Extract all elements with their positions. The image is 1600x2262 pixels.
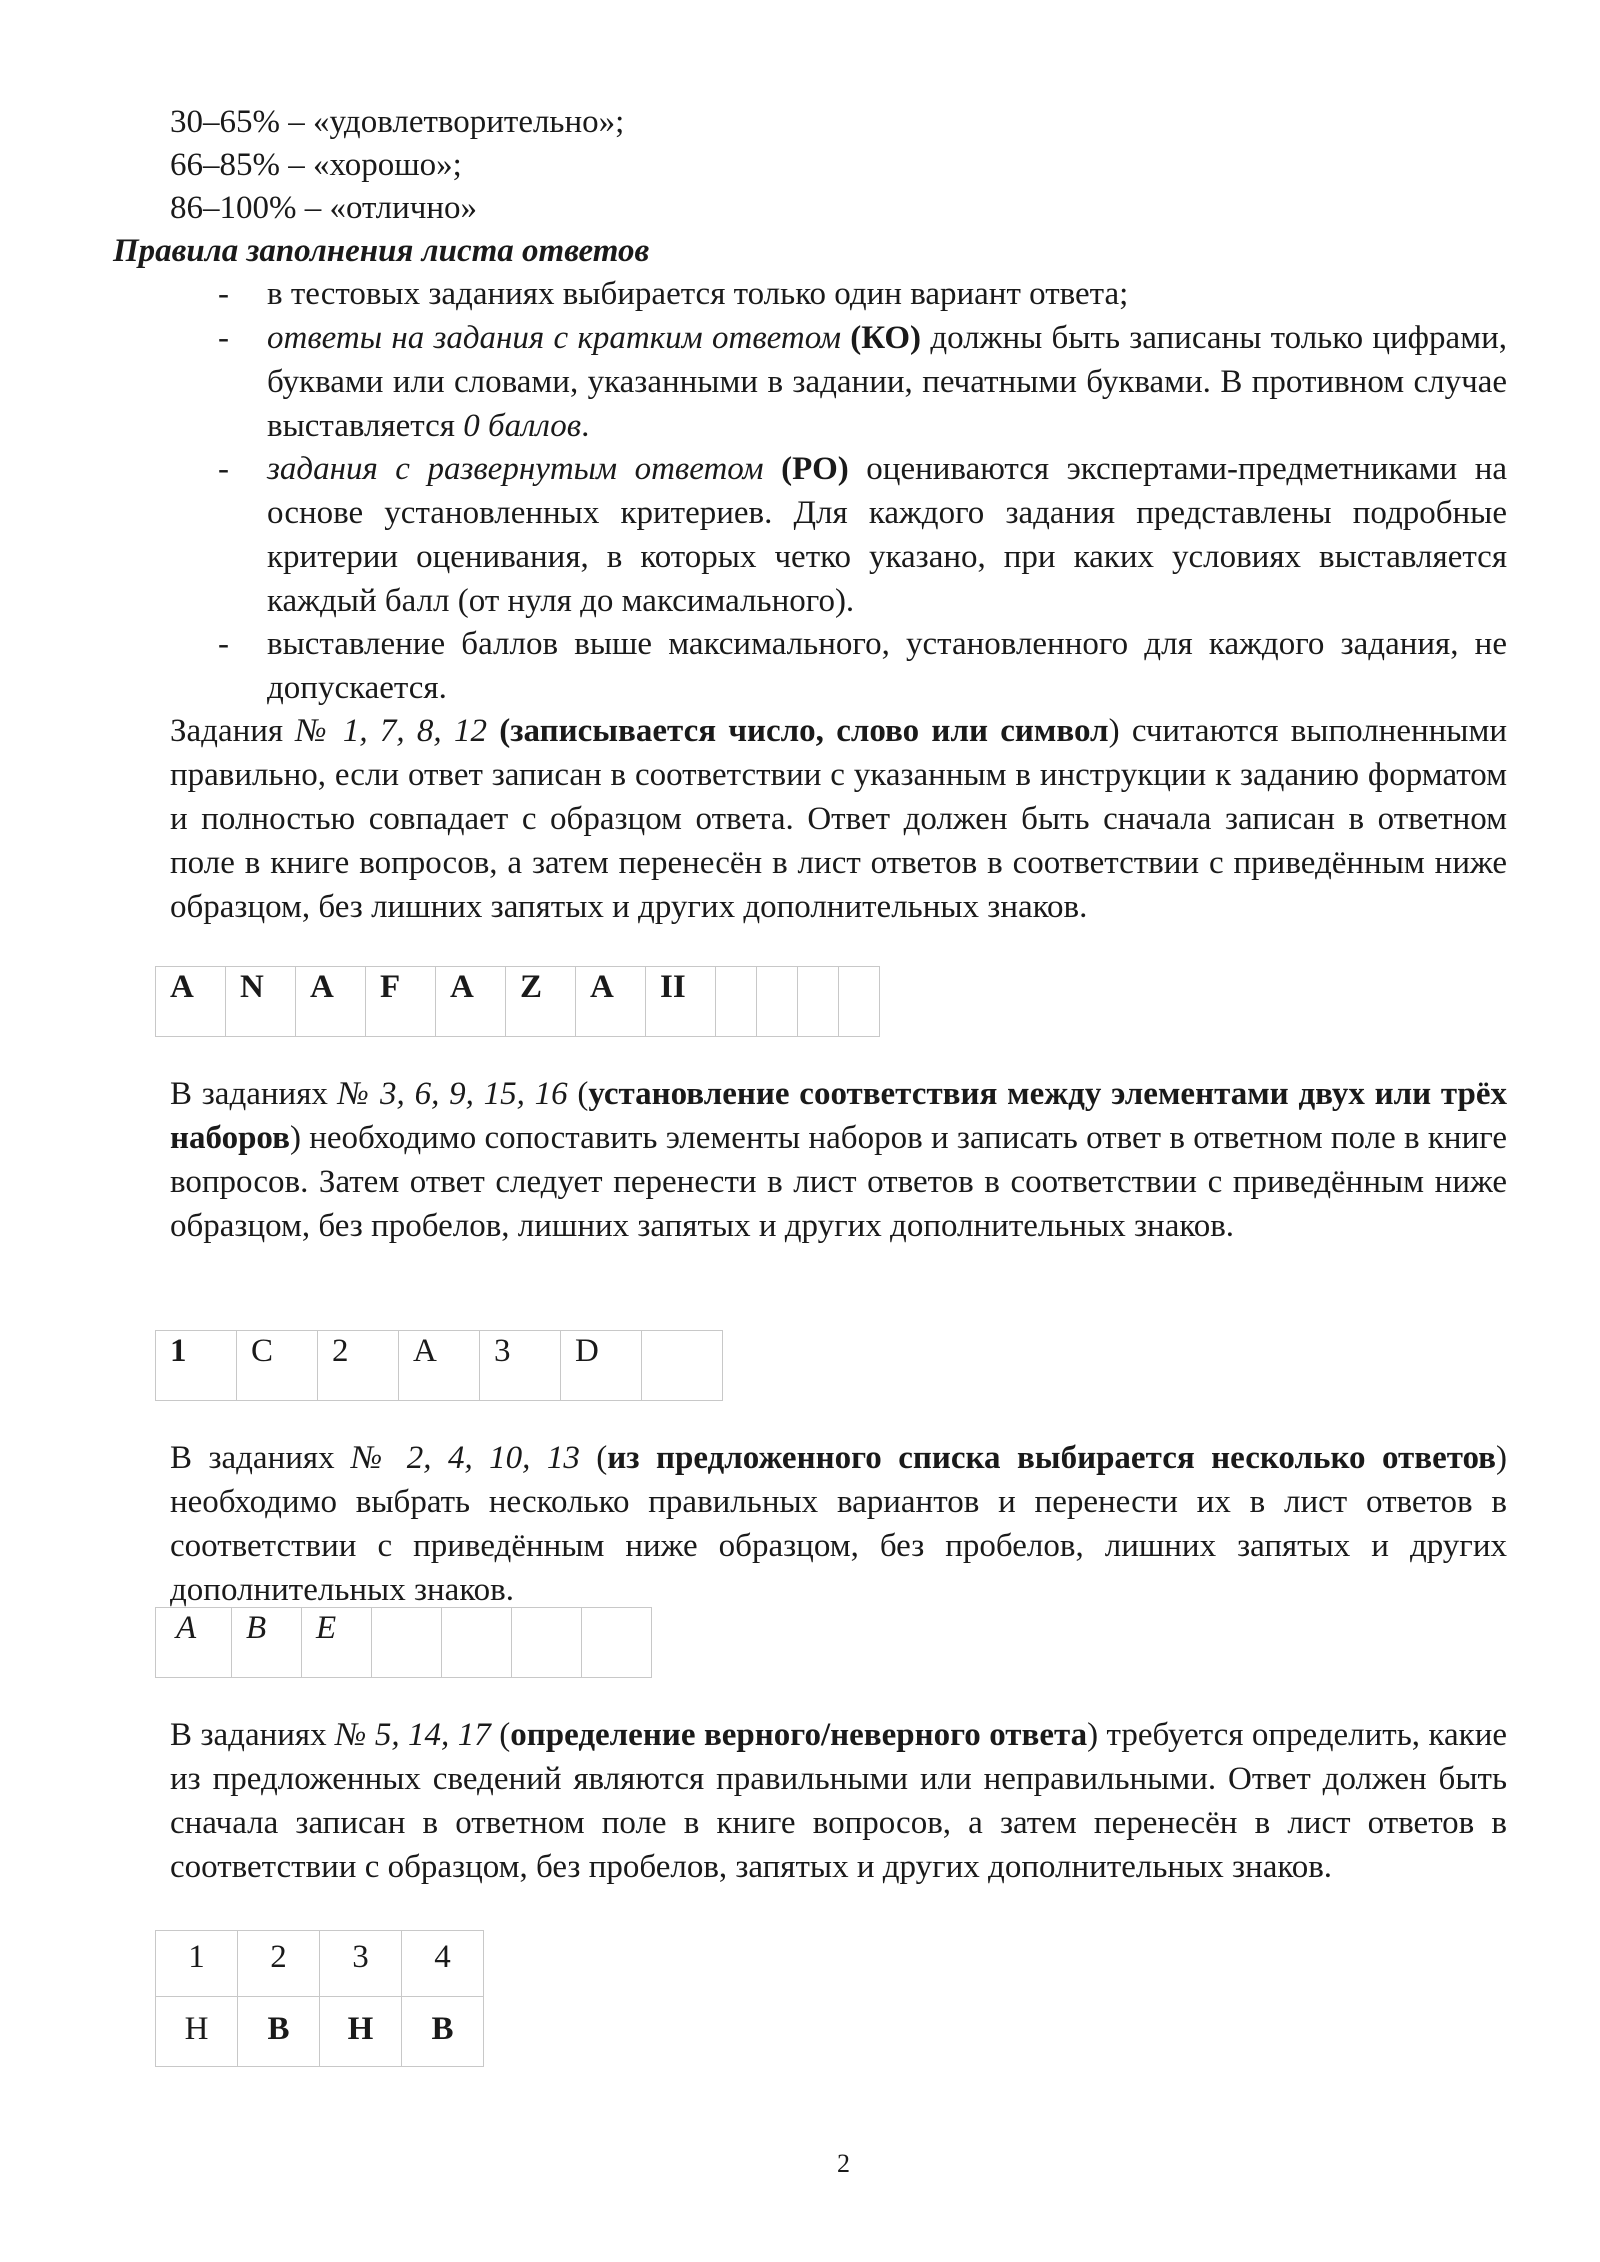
p1-lead: Задания [170,713,284,749]
table-header-cell: 3 [320,1931,402,1997]
bullet-2-body: должны быть записаны только цифрами, буквами или словами, указанными в задании, печатными буквами. В противном случае выставляется [267,320,1507,444]
table-cell [512,1608,582,1678]
ko-label: (КО) [850,320,922,356]
paragraph-4 [170,1713,1507,1889]
table-cell: II [646,967,716,1037]
table-cell: A [436,967,506,1037]
p4-bold: определение верного/неверного ответа [510,1717,1088,1753]
zero-points: 0 баллов [463,408,582,444]
p3-lead: В заданиях [170,1440,335,1476]
table-header-cell: 2 [238,1931,320,1997]
page-number: 2 [837,2149,850,2178]
table-cell: F [366,967,436,1037]
table-cell: N [226,967,296,1037]
paragraph-1 [170,709,1507,929]
bullet-2-end: . [581,408,590,444]
table-cell: B [232,1608,302,1678]
bullet-dash: - [218,451,229,487]
table-cell [442,1608,512,1678]
ro-label: (РО) [781,451,849,487]
bullet-3-body: оцениваются экспертами-предметниками на основе установленных критериев. Для каждого задания представлены подробные критерии оценивания, в которых четко указано, при каких условиях выставляется каждый балл (от нуля до максимального). [267,451,1507,619]
table-cell: E [302,1608,372,1678]
bullet-dash: - [218,276,229,312]
table-cell [839,967,880,1037]
table-cell: 3 [480,1331,561,1401]
grade-line-1: 30–65% – «удовлетворительно»; [170,104,625,140]
p4-task-numbers: № 5, 14, 17 [335,1717,491,1753]
grade-line-2: 66–85% – «хорошо»; [170,147,462,183]
table-cell [582,1608,652,1678]
table-cell: A [296,967,366,1037]
table-cell: В [238,1997,320,2067]
table-cell: 2 [318,1331,399,1401]
table-cell [798,967,839,1037]
table-cell: A [576,967,646,1037]
table-cell: Н [156,1997,238,2067]
p3-task-numbers: № 2, 4, 10, 13 [351,1440,580,1476]
bullet-dash: - [218,626,229,662]
bullet-dash: - [218,320,229,356]
table-cell [642,1331,723,1401]
table-cell: D [561,1331,642,1401]
p2-task-numbers: № 3, 6, 9, 15, 16 [337,1076,568,1112]
p2-bold: установление соответствия между элементами двух или трёх наборов [170,1076,1508,1156]
paragraph-2 [170,1072,1507,1248]
p1-task-numbers: № 1, 7, 8, 12 [295,713,487,749]
p2-lead: В заданиях [170,1076,328,1112]
short-answer-term: ответы на задания с кратким ответом [267,320,841,356]
bullet-4-text: выставление баллов выше максимального, установленного для каждого задания, не допускается. [267,626,1507,706]
p4-paren: ( [499,1717,511,1753]
p2-body: ) необходимо сопоставить элементы наборов и записать ответ в ответном поле в книге вопросов. Затем ответ следует перенести в лист ответов в соответствии с приведённым ниже образцом, без пробелов, лишних запятых и других дополнительных знаков. [170,1120,1507,1244]
table-cell: Z [506,967,576,1037]
table-cell: A [399,1331,480,1401]
p4-body: ) требуется определить, какие из предложенных сведений являются правильными или неправильными. Ответ должен быть сначала записан в ответном поле в книге вопросов, а затем перенесён в лист ответов в соответствии с образцом, без пробелов, запятых и других дополнительных знаков. [170,1717,1508,1885]
sample-table-1 [155,966,880,1037]
p1-body: ) считаются выполненными правильно, если ответ записан в соответствии с указанным в инструкции к заданию форматом и полностью совпадает с образцом ответа. Ответ должен быть сначала записан в ответном поле в книге вопросов, а затем перенесён в лист ответов в соответствии с приведённым ниже образцом, без лишних запятых и других дополнительных знаков. [170,713,1508,925]
table-cell [757,967,798,1037]
sample-table-2 [155,1330,723,1401]
table-cell: C [237,1331,318,1401]
bullet-1-text: в тестовых заданиях выбирается только один вариант ответа; [267,276,1129,312]
bullet-3-text [267,447,1507,623]
p2-paren: ( [577,1076,589,1112]
p4-lead: В заданиях [170,1717,327,1753]
table-cell: A [156,967,226,1037]
extended-answer-term: задания с развернутым ответом [267,451,764,487]
bullet-2-text [267,316,1507,448]
sample-table-4 [155,1930,484,2067]
sample-table-3 [155,1607,652,1678]
p1-bold: (записывается число, слово или символ [499,713,1109,749]
p3-bold: из предложенного списка выбирается несколько ответов [607,1440,1496,1476]
table-cell: 1 [156,1331,237,1401]
paragraph-3 [170,1436,1507,1612]
table-cell [372,1608,442,1678]
rules-heading: Правила заполнения листа ответов [113,233,650,269]
table-cell [716,967,757,1037]
table-cell: В [402,1997,484,2067]
table-header-cell: 4 [402,1931,484,1997]
grade-line-3: 86–100% – «отлично» [170,190,478,226]
table-cell: Н [320,1997,402,2067]
p3-paren: ( [596,1440,608,1476]
table-cell: A [156,1608,232,1678]
table-header-cell: 1 [156,1931,238,1997]
p3-body: ) необходимо выбрать несколько правильных вариантов и перенести их в лист ответов в соответствии с приведённым ниже образцом, без пробелов, лишних запятых и других дополнительных знаков. [170,1440,1507,1608]
